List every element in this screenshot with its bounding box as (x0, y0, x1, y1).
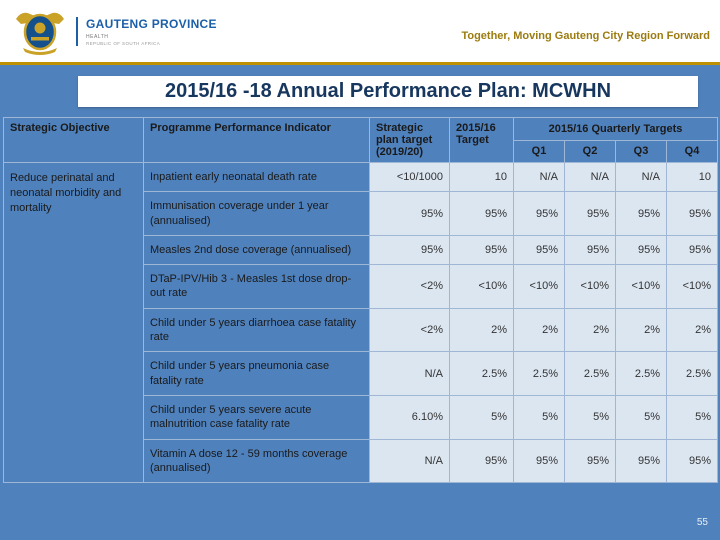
value-cell: 5% (450, 395, 514, 439)
col-header-target: 2015/16 Target (450, 118, 514, 163)
value-cell: 95% (565, 439, 616, 483)
performance-table (3, 117, 718, 483)
org-name: GAUTENG PROVINCE (86, 16, 217, 31)
indicator-cell: Vitamin A dose 12 - 59 months coverage (annualised) (144, 439, 370, 483)
value-cell: 5% (616, 395, 667, 439)
value-cell: <2% (370, 308, 450, 352)
gauteng-coat-of-arms-logo (12, 7, 68, 55)
value-cell: 95% (667, 192, 718, 236)
value-cell: <10% (616, 265, 667, 309)
province-tagline: Together, Moving Gauteng City Region Forward (461, 30, 710, 42)
value-cell: 10 (667, 163, 718, 192)
value-cell: 2% (450, 308, 514, 352)
value-cell: 2.5% (565, 352, 616, 396)
value-cell: 95% (616, 192, 667, 236)
col-header-q4: Q4 (667, 140, 718, 163)
value-cell: 95% (565, 235, 616, 264)
logo-container (12, 7, 68, 55)
col-header-q3: Q3 (616, 140, 667, 163)
table-row (4, 163, 718, 192)
indicator-cell: DTaP-IPV/Hib 3 - Measles 1st dose drop-out rate (144, 265, 370, 309)
value-cell: 95% (616, 235, 667, 264)
value-cell: 95% (370, 235, 450, 264)
value-cell: 2% (616, 308, 667, 352)
value-cell: 2% (565, 308, 616, 352)
value-cell: 2.5% (616, 352, 667, 396)
value-cell: 95% (450, 235, 514, 264)
page-number: 55 (696, 517, 708, 528)
value-cell: 95% (450, 439, 514, 483)
slide-title-band (78, 76, 698, 107)
indicator-cell: Child under 5 years pneumonia case fatality rate (144, 352, 370, 396)
col-header-q2: Q2 (565, 140, 616, 163)
value-cell: N/A (565, 163, 616, 192)
value-cell: N/A (514, 163, 565, 192)
value-cell: <10% (565, 265, 616, 309)
value-cell: <10/1000 (370, 163, 450, 192)
indicator-cell: Child under 5 years severe acute malnutrition case fatality rate (144, 395, 370, 439)
value-cell: 10 (450, 163, 514, 192)
strategic-objective-cell: Reduce perinatal and neonatal morbidity and mortality (4, 163, 144, 483)
value-cell: 95% (667, 439, 718, 483)
indicator-cell: Immunisation coverage under 1 year (annualised) (144, 192, 370, 236)
value-cell: 95% (370, 192, 450, 236)
col-header-strategic-objective: Strategic Objective (4, 118, 144, 163)
table-header-row (4, 118, 718, 141)
value-cell: <10% (514, 265, 565, 309)
value-cell: 95% (514, 192, 565, 236)
org-country: REPUBLIC OF SOUTH AFRICA (86, 40, 161, 46)
value-cell: N/A (370, 352, 450, 396)
value-cell: 5% (514, 395, 565, 439)
value-cell: <2% (370, 265, 450, 309)
col-header-plan-target: Strategic plan target (2019/20) (370, 118, 450, 163)
indicator-cell: Measles 2nd dose coverage (annualised) (144, 235, 370, 264)
col-header-quarterly-targets: 2015/16 Quarterly Targets (514, 118, 718, 141)
value-cell: 95% (667, 235, 718, 264)
value-cell: N/A (370, 439, 450, 483)
value-cell: 2.5% (667, 352, 718, 396)
slide-title: 2015/16 -18 Annual Performance Plan: MCWHN (164, 80, 612, 102)
col-header-indicator: Programme Performance Indicator (144, 118, 370, 163)
value-cell: 95% (514, 235, 565, 264)
value-cell: 2% (514, 308, 565, 352)
value-cell: 95% (565, 192, 616, 236)
value-cell: 2.5% (450, 352, 514, 396)
value-cell: <10% (450, 265, 514, 309)
gold-divider-line (0, 62, 720, 65)
value-cell: 5% (565, 395, 616, 439)
value-cell: 2% (667, 308, 718, 352)
org-identity (76, 17, 217, 46)
value-cell: 95% (616, 439, 667, 483)
org-department: HEALTH (86, 33, 109, 40)
value-cell: <10% (667, 265, 718, 309)
value-cell: 2.5% (514, 352, 565, 396)
value-cell: 95% (450, 192, 514, 236)
value-cell: N/A (616, 163, 667, 192)
value-cell: 6.10% (370, 395, 450, 439)
header-band (0, 0, 720, 62)
indicator-cell: Child under 5 years diarrhoea case fatality rate (144, 308, 370, 352)
indicator-cell: Inpatient early neonatal death rate (144, 163, 370, 192)
value-cell: 95% (514, 439, 565, 483)
value-cell: 5% (667, 395, 718, 439)
col-header-q1: Q1 (514, 140, 565, 163)
